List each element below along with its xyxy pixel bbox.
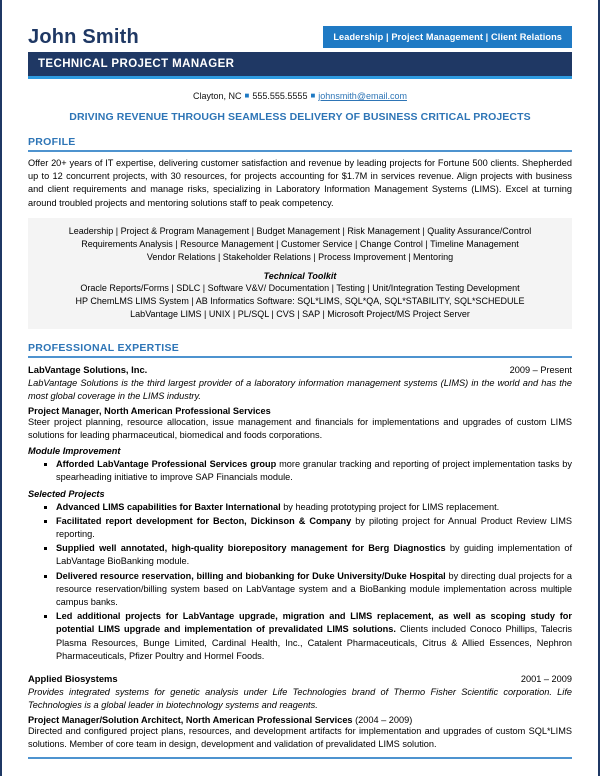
experience-entry	[28, 364, 572, 663]
bullet-rest: more granular tracking and reporting of project implementation tasks by spearheading initiative to improve SAP Financials module.	[56, 459, 572, 483]
bullet-group-title: Selected Projects	[28, 488, 105, 499]
job-role-title: Project Manager/Solution Architect, North American Professional Services	[28, 715, 353, 726]
list-item	[28, 501, 572, 514]
list-item	[28, 610, 572, 663]
bullet-list	[28, 501, 572, 663]
list-item	[28, 570, 572, 610]
profile-text: Offer 20+ years of IT expertise, delivering customer satisfaction and revenue by leading projects for Fortune 500 clients. Shepherded up to 12 concurrent projects, with 30 resources, for projects accounting for $1.7M in services revenue. Align projects with business and client requirements and manage risks, specializing in Laboratory Information Management Systems (LIMS). Excel at turning around troubled projects and mentoring solutions staff to peak competency.	[28, 158, 572, 208]
bottom-rule	[28, 757, 572, 759]
list-item	[28, 458, 572, 484]
job-summary: Directed and configured project plans, resources, and development artifacts for implementation and upgrades of custom SQL*LIMS solutions. Member of core team in design, development and validation of prevalidated LIMS solution.	[28, 726, 572, 750]
job-title-bar: TECHNICAL PROJECT MANAGER	[28, 52, 572, 76]
list-item	[28, 542, 572, 568]
job-role	[28, 715, 572, 725]
bullet-rest: by heading prototyping project for LIMS replacement.	[280, 501, 500, 512]
job-header	[28, 673, 572, 684]
bullet-group-title: Module Improvement	[28, 446, 121, 457]
company-blurb: LabVantage Solutions is the third largest provider of a laboratory information management systems (LIMS) in the world and has the most global coverage in the LIMS industry.	[28, 377, 572, 401]
core-competencies-panel	[28, 218, 572, 329]
job-dates: 2001 – 2009	[520, 674, 572, 685]
resume-header	[28, 0, 572, 123]
section-title-profile: PROFILE	[28, 136, 76, 148]
bullet-lead: Advanced LIMS capabilities for Baxter International	[56, 501, 281, 512]
job-header	[28, 364, 572, 375]
contact-phone: 555.555.5555	[252, 91, 308, 101]
bullet-lead: Delivered resource reservation, billing and biobanking for Duke University/Duke Hospital	[56, 570, 446, 581]
bullet-lead: Facilitated report development for Becton, Dickinson & Company	[56, 515, 352, 526]
candidate-name: John Smith	[28, 26, 139, 48]
resume-content	[2, 0, 598, 759]
job-summary: Steer project planning, resource allocation, issue management and financials for implementations and upgrades of custom LIMS solutions for leading pharmaceutical, biomedical and foods corporations.	[28, 416, 572, 441]
toolkit-line: LabVantage LIMS | UNIX | PL/SQL | CVS | SAP | Microsoft Project/MS Project Server	[130, 308, 470, 319]
toolkit-line: Oracle Reports/Forms | SDLC | Software V&V/ Documentation | Testing | Unit/Integration Testing Development	[80, 282, 520, 293]
bullet-rest: by piloting project for Annual Product Review LIMS reporting.	[56, 515, 572, 540]
bullet-list	[28, 458, 572, 484]
bullet-lead: Supplied well annotated, high-quality biorepository management for Berg Diagnostics	[56, 543, 446, 554]
bullet-lead: Afforded LabVantage Professional Services group	[56, 459, 277, 470]
section-rule	[28, 356, 572, 358]
job-role	[28, 406, 572, 416]
list-item	[28, 515, 572, 541]
skills-line: Requirements Analysis | Resource Management | Customer Service | Change Control | Timeline Management	[81, 238, 519, 249]
toolkit-line: HP ChemLMS LIMS System | AB Informatics Software: SQL*LIMS, SQL*QA, SQL*STABILITY, SQL*SCHEDULE	[75, 295, 525, 306]
job-role-title: Project Manager, North American Professional Services	[28, 405, 271, 416]
company-blurb: Provides integrated systems for genetic analysis under Life Technologies brand of Thermo Fisher Scientific corporation. Life Technologies is a global leader in biotechnology systems and reagents.	[28, 687, 572, 711]
bullet-rest: by guiding implementation of LabVantage BioBanking module.	[56, 543, 572, 567]
contact-separator-icon: ■	[244, 91, 250, 100]
title-accent-strip	[28, 76, 572, 79]
job-dates: 2009 – Present	[509, 364, 572, 375]
bullet-rest: by directing dual projects for a resource reservation/billing system based on LabVantage system and a BioBanking module implementation across multiple campus banks.	[56, 570, 572, 608]
section-rule	[28, 150, 572, 152]
tagline-badge: Leadership | Project Management | Client Relations	[323, 26, 572, 48]
skills-line: Leadership | Project & Program Management | Budget Management | Risk Management | Quality Assurance/Control	[68, 225, 532, 236]
skills-line: Vendor Relations | Stakeholder Relations | Process Improvement | Mentoring	[146, 251, 454, 262]
job-company: LabVantage Solutions, Inc.	[28, 363, 148, 375]
name-row	[28, 24, 572, 52]
technical-toolkit-title: Technical Toolkit	[263, 270, 337, 281]
contact-location: Clayton, NC	[193, 91, 242, 101]
job-role-dates: (2004 – 2009)	[352, 715, 413, 726]
bullet-lead: Led additional projects for LabVantage upgrade, migration and LIMS replacement, as well as scoping study for potential LIMS upgrade and implementation of prevalidated LIMS solutions.	[56, 611, 572, 635]
section-title-experience: PROFESSIONAL EXPERTISE	[28, 341, 180, 354]
experience-entry	[28, 673, 572, 751]
contact-email-link[interactable]: johnsmith@email.com	[318, 91, 407, 101]
contact-line	[28, 91, 572, 101]
job-company: Applied Biosystems	[28, 673, 118, 685]
bullet-rest: Clients included Conoco Phillips, Talecris Plasma Resources, Bunge Limited, Cardinal Health, Inc., Catalent Pharmaceuticals, Citrus & Allied Essences, Nephron Pharmaceuticals, Pfizer Poultry and Hormel Foods.	[56, 624, 572, 661]
contact-separator-icon: ■	[310, 91, 316, 100]
resume-headline: DRIVING REVENUE THROUGH SEAMLESS DELIVERY OF BUSINESS CRITICAL PROJECTS	[69, 111, 531, 123]
